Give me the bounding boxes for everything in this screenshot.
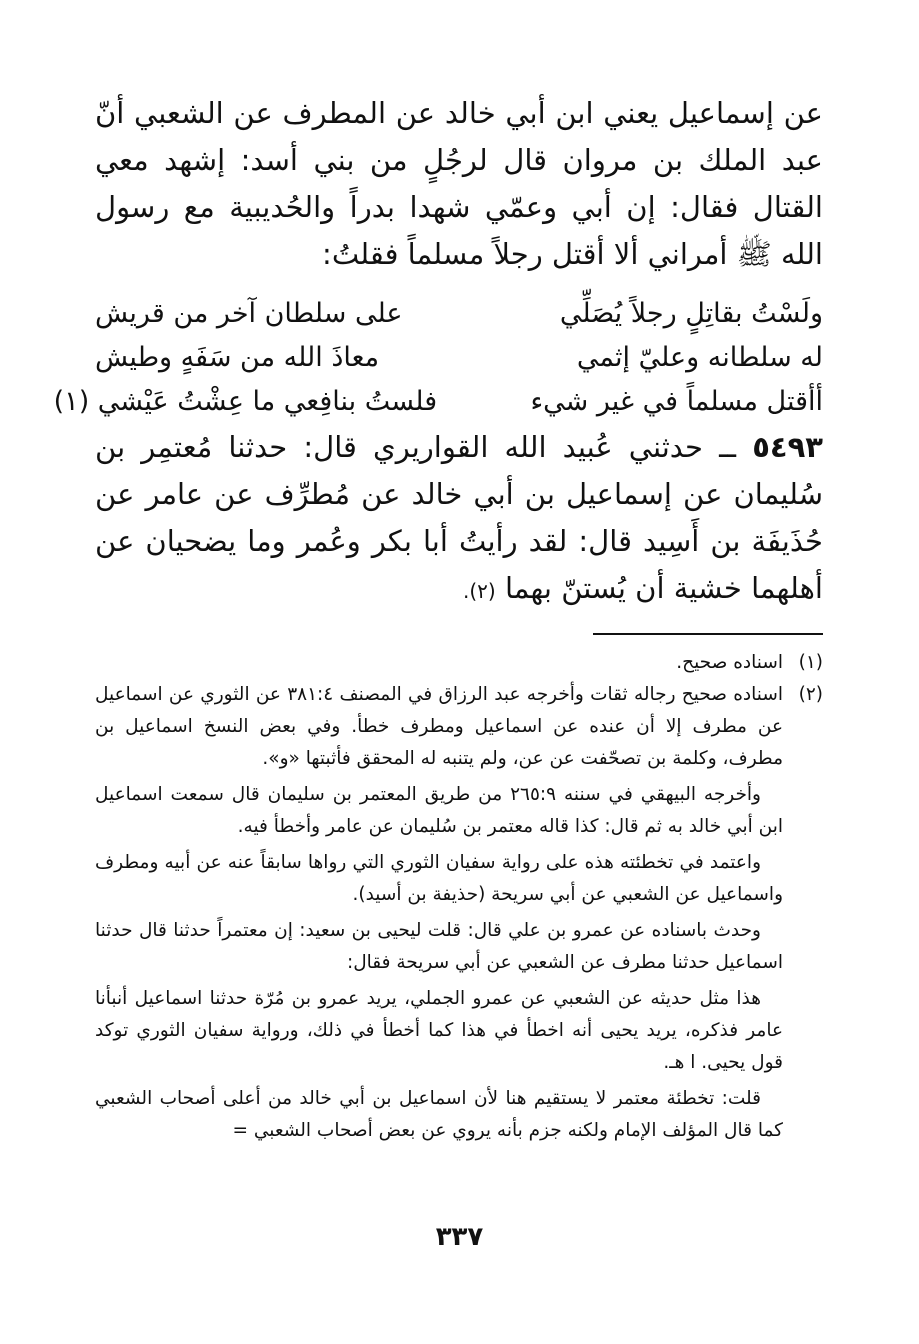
footnote-paragraph: وحدث باسناده عن عمرو بن علي قال: قلت ليحيى بن سعيد: إن معتمراً حدثنا قال حدثنا اسماعيل حدثنا مطرف عن الشعبي عن أبي سريحة فقال: <box>95 920 783 973</box>
footnote-number: (٢) <box>798 684 823 705</box>
poem-verses <box>53 292 823 424</box>
hadith-text: ــ حدثني عُبيد الله القواريري قال: حدثنا مُعتمِر بن سُليمان عن إسماعيل بن أبي خالد عن مُطرِّف عن عامر عن حُذَيفَة بن أَسِيد قال: لقد رأيتُ أبا بكر وعُمر وما يضحيان عن أهلهما خشية أن يُستنّ بهما <box>95 430 823 605</box>
footnote-paragraph: قلت: تخطئة معتمر لا يستقيم هنا لأن اسماعيل بن أبي خالد من أعلى أصحاب الشعبي كما قال المؤلف الإمام ولكنه جزم بأنه يروي عن بعض أصحاب الشعبي = <box>95 1088 783 1141</box>
footnote-2 <box>95 679 823 1147</box>
footnote-body <box>95 679 783 1147</box>
main-text <box>53 90 823 615</box>
footnote-1 <box>95 647 823 679</box>
verse-2-first-hemistich: له سلطانه وعليّ إثمي <box>576 342 823 373</box>
verse-row-3 <box>53 380 823 424</box>
footnote-number: (١) <box>798 652 823 673</box>
verse-3-first-hemistich: أأقتل مسلماً في غير شيء <box>530 386 823 417</box>
page-content <box>53 90 823 1147</box>
footnote-reference: (٢). <box>462 579 496 603</box>
hadith-number: ٥٤٩٣ <box>752 430 823 464</box>
verse-3-second-hemistich: فلستُ بنافِعي ما عِشْتُ عَيْشي (١) <box>53 386 438 417</box>
hadith-paragraph <box>95 424 823 615</box>
verse-row-2 <box>95 336 823 380</box>
verse-1-first-hemistich: ولَسْتُ بقاتِلٍ رجلاً يُصَلِّي <box>559 298 823 329</box>
narration-paragraph: عن إسماعيل يعني ابن أبي خالد عن المطرف عن الشعبي أنّ عبد الملك بن مروان قال لرجُلٍ من بني أسد: إشهد معي القتال فقال: إن أبي وعمّي شهدا بدراً والحُديبية مع رسول الله ﷺ أمراني ألا أقتل رجلاً مسلماً فقلتُ: <box>95 96 823 271</box>
verse-2-second-hemistich: معاذَ الله من سَفَهٍ وطيش <box>95 342 380 373</box>
footnotes <box>95 647 823 1147</box>
verse-1-second-hemistich: على سلطان آخر من قريش <box>95 298 403 329</box>
footnote-body <box>95 647 783 679</box>
footnote-paragraph: اسناده صحيح رجاله ثقات وأخرجه عبد الرزاق في المصنف ٣٨١:٤ عن الثوري عن اسماعيل عن مطرف إلا أن عنده عن اسماعيل ومطرف خطأ. وفي بعض النسخ اسماعيل بن مطرف، وكلمة بن تصحّفت عن عن، ولم يتنبه له المحقق فأثبتها «و». <box>95 684 783 769</box>
verse-row-1 <box>95 292 823 336</box>
footnote-separator <box>593 633 823 635</box>
footnote-paragraph: هذا مثل حديثه عن الشعبي عن عمرو الجملي، يريد عمرو بن مُرّة حدثنا اسماعيل أنبأنا عامر فذكره، يريد يحيى أنه اخطأ في هذا كما أخطأ في ذلك، ورواية سفيان الثوري توكد قول يحيى. ا هـ. <box>95 988 783 1073</box>
footnote-paragraph: واعتمد في تخطئته هذه على رواية سفيان الثوري التي رواها سابقاً عنه عن أبيه ومطرف واسماعيل عن الشعبي عن أبي سريحة (حذيفة بن أسيد). <box>95 852 783 905</box>
footnote-paragraph: وأخرجه البيهقي في سننه ٢٦٥:٩ من طريق المعتمر بن سليمان قال سمعت اسماعيل ابن أبي خالد به ثم قال: كذا قاله معتمر بن سُليمان عن عامر وأخطأ فيه. <box>95 784 783 837</box>
footnote-paragraph: اسناده صحيح. <box>676 652 783 673</box>
page-number: ٣٣٧ <box>435 1222 484 1252</box>
